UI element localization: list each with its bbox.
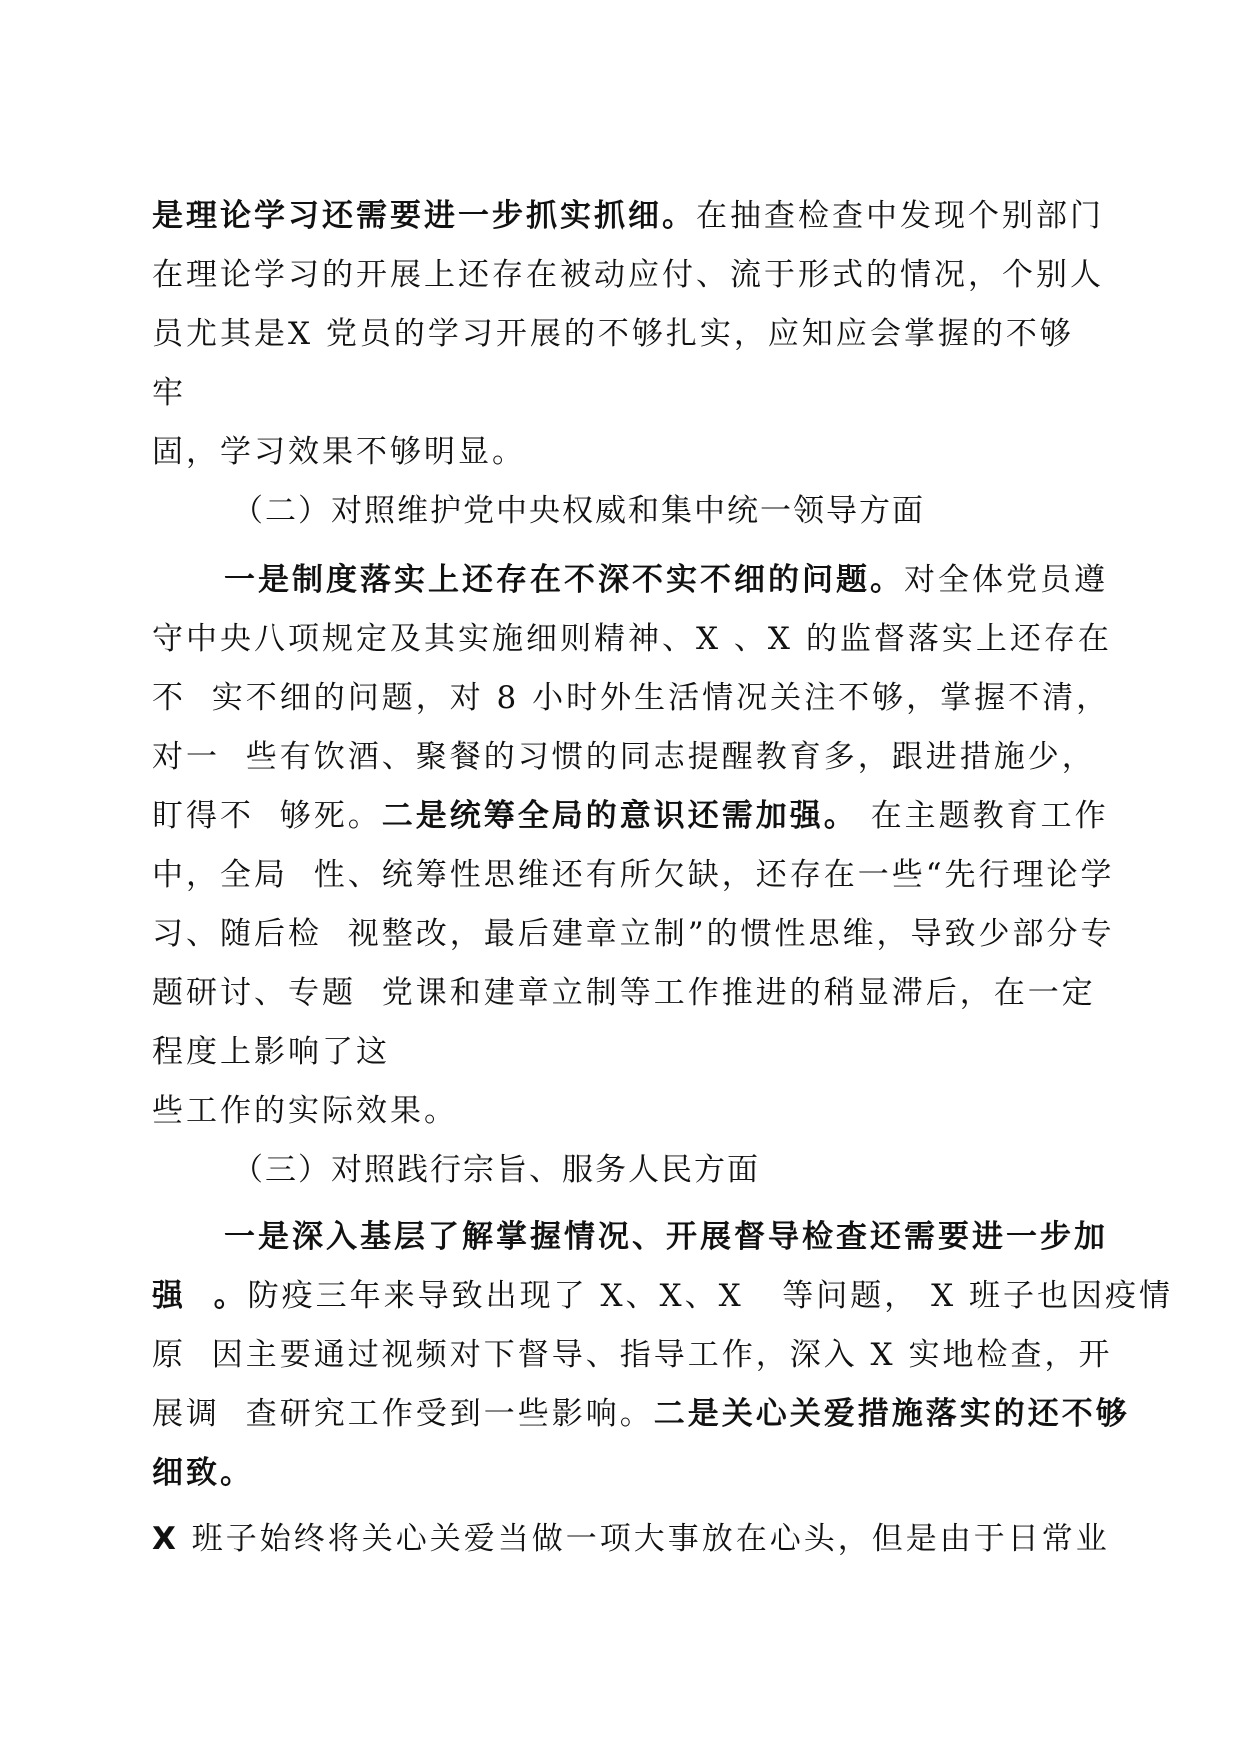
paragraph-2-line-2: 守中央八项规定及其实施细则精神、X 、X 的监督落实上还存在 bbox=[152, 621, 1112, 657]
paragraph-3-line-2 bbox=[152, 1276, 1173, 1316]
paragraph-2-line-10: 些工作的实际效果。 bbox=[152, 1093, 458, 1129]
body-text: 盯得不 够死。 bbox=[152, 798, 382, 834]
paragraph-1-line-2: 在理论学习的开展上还存在被动应付、流于形式的情况，个别人 bbox=[152, 257, 1104, 293]
bold-lead-text: 一是深入基层了解掌握情况、开展督导检查还需要进一步加 bbox=[224, 1219, 1108, 1255]
bold-lead-text: 强 。 bbox=[152, 1278, 248, 1314]
paragraph-3-line-6 bbox=[152, 1519, 1110, 1559]
paragraph-3-line-5 bbox=[152, 1453, 254, 1493]
bold-lead-text: 二是统筹全局的意识还需加强。 bbox=[381, 798, 858, 834]
section-heading-2: （二）对照维护党中央权威和集中统一领导方面 bbox=[232, 493, 925, 529]
bold-lead-text: 二是关心关爱措施落实的还不够 bbox=[653, 1396, 1130, 1432]
paragraph-2-line-9: 程度上影响了这 bbox=[152, 1034, 390, 1070]
body-text: 防疫三年来导致出现了 X、X、X 等问题， X 班子也因疫情 bbox=[247, 1278, 1173, 1314]
paragraph-2-line-5 bbox=[152, 796, 1109, 836]
paragraph-1-line-1 bbox=[152, 196, 1104, 236]
paragraph-2-line-1 bbox=[224, 560, 1108, 600]
bold-lead-text: 一是制度落实上还存在不深不实不细的问题。 bbox=[224, 562, 904, 598]
paragraph-1-line-3: 员尤其是X 党员的学习开展的不够扎实，应知应会掌握的不够 bbox=[152, 316, 1074, 352]
section-heading-3: （三）对照践行宗旨、服务人民方面 bbox=[232, 1152, 760, 1188]
paragraph-2-line-4: 对一 些有饮酒、聚餐的习惯的同志提醒教育多，跟进措施少， bbox=[152, 739, 1096, 775]
paragraph-2-line-7: 习、随后检 视整改，最后建章立制”的惯性思维，导致少部分专 bbox=[152, 916, 1115, 952]
paragraph-1-line-4: 牢 bbox=[152, 375, 186, 411]
bold-lead-text: X bbox=[152, 1521, 179, 1557]
paragraph-3-line-4 bbox=[152, 1394, 1130, 1434]
body-text: 在抽查检查中发现个别部门 bbox=[696, 198, 1104, 234]
body-text: 在主题教育工作 bbox=[857, 798, 1109, 834]
paragraph-2-line-3: 不 实不细的问题，对 8 小时外生活情况关注不够，掌握不清， bbox=[152, 680, 1111, 716]
body-text: 对全体党员遵 bbox=[904, 562, 1108, 598]
paragraph-2-line-8: 题研讨、专题 党课和建章立制等工作推进的稍显滞后，在一定 bbox=[152, 975, 1096, 1011]
bold-lead-text: 是理论学习还需要进一步抓实抓细。 bbox=[152, 198, 696, 234]
body-text: 班子始终将关心关爱当做一项大事放在心头，但是由于日常业 bbox=[178, 1521, 1110, 1557]
bold-lead-text: 细致。 bbox=[152, 1455, 254, 1491]
body-text: 展调 查研究工作受到一些影响。 bbox=[152, 1396, 654, 1432]
paragraph-3-line-3: 原 因主要通过视频对下督导、指导工作，深入 X 实地检查，开 bbox=[152, 1337, 1113, 1373]
paragraph-2-line-6: 中，全局 性、统筹性思维还有所欠缺，还存在一些“先行理论学 bbox=[152, 857, 1115, 893]
paragraph-3-line-1 bbox=[224, 1217, 1108, 1257]
paragraph-1-line-5: 固，学习效果不够明显。 bbox=[152, 434, 526, 470]
